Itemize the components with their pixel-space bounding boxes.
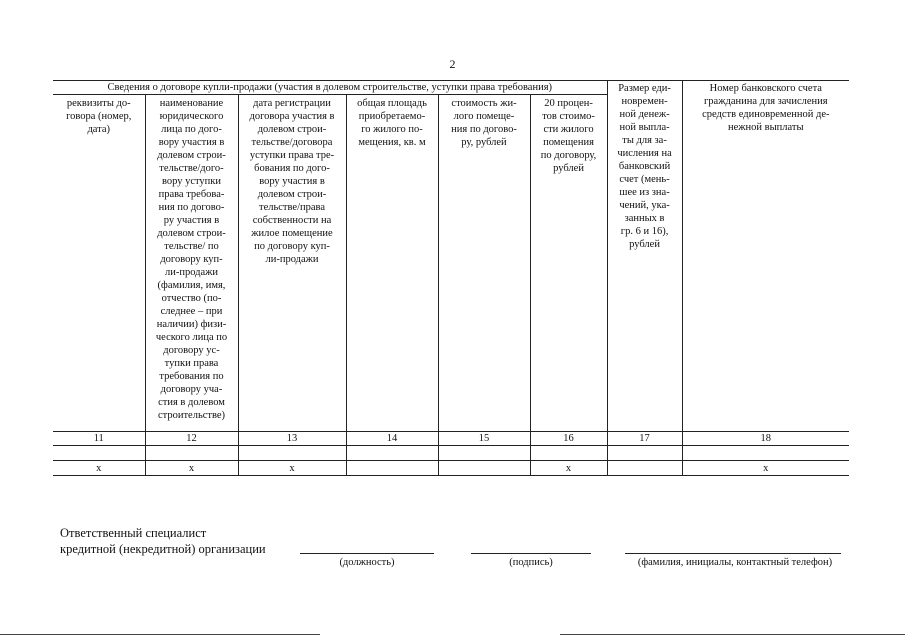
column-number: 11 bbox=[53, 432, 145, 446]
dwelling-cost-header: стоимость жи- лого помеще- ния по догово- ру, рублей bbox=[438, 95, 530, 432]
table-cell bbox=[238, 446, 346, 461]
table-cell bbox=[145, 446, 238, 461]
table-cell bbox=[438, 446, 530, 461]
column-number: 13 bbox=[238, 432, 346, 446]
position-line bbox=[300, 553, 434, 554]
table-cell: х bbox=[530, 461, 607, 476]
table-cell bbox=[530, 446, 607, 461]
column-numbers-row bbox=[53, 432, 849, 446]
table-cell: х bbox=[682, 461, 849, 476]
column-number: 18 bbox=[682, 432, 849, 446]
position-caption: (должность) bbox=[339, 557, 395, 568]
table-cell bbox=[346, 446, 438, 461]
table-cell bbox=[346, 461, 438, 476]
table-cell bbox=[682, 446, 849, 461]
lump-sum-header: Размер еди- новремен- ной денеж- ной выпла- ты для за- числения на банковский счет (мень- шее из зна- чений, ука- занных в гр. 6 и 16), рублей bbox=[607, 81, 682, 432]
table-cell bbox=[53, 446, 145, 461]
signature-line-1: Ответственный специалист bbox=[60, 526, 207, 540]
table-cell: х bbox=[238, 461, 346, 476]
table-row bbox=[53, 446, 849, 461]
table-cell bbox=[438, 461, 530, 476]
column-number: 17 bbox=[607, 432, 682, 446]
table-cell bbox=[607, 446, 682, 461]
table-cell bbox=[607, 461, 682, 476]
table-cell: х bbox=[53, 461, 145, 476]
column-number: 15 bbox=[438, 432, 530, 446]
table-row bbox=[53, 461, 849, 476]
legal-entity-name-header: наименование юридического лица по дого- вору участия в долевом строи- тельстве/дого- вору уступки права требова- ния по догово- ру участия в долевом строи- тельстве/ по договору куп- ли-продажи (фамилия, имя, отчество (по- следнее – при наличии) физи- ческого лица по договору ус- тупки права требования по договору уча- стия в долевом строительстве) bbox=[145, 95, 238, 432]
contract-group-header: Сведения о договоре купли-продажи (участия в долевом строительстве, уступки права требования) bbox=[53, 81, 607, 95]
registration-date-header: дата регистрации договора участия в долевом строи- тельстве/договора уступки права тре- бования по дого- вору участия в долевом строи- тельстве/права собственности на жилое помещение по договору куп- ли-продажи bbox=[238, 95, 346, 432]
bank-account-header: Номер банковского счета гражданина для зачисления средств единовременной де- нежной выплаты bbox=[682, 81, 849, 432]
table-cell: х bbox=[145, 461, 238, 476]
signature-line bbox=[471, 553, 591, 554]
bottom-rule-right bbox=[560, 634, 905, 635]
column-number: 14 bbox=[346, 432, 438, 446]
name-phone-caption: (фамилия, инициалы, контактный телефон) bbox=[637, 557, 833, 568]
signature-line-2: кредитной (некредитной) организации bbox=[60, 542, 266, 556]
bottom-rule-left bbox=[0, 634, 320, 635]
column-number: 16 bbox=[530, 432, 607, 446]
contract-info-table bbox=[53, 80, 849, 476]
total-area-header: общая площадь приобретаемо- го жилого по- мещения, кв. м bbox=[346, 95, 438, 432]
contract-details-header: реквизиты до- говора (номер, дата) bbox=[53, 95, 145, 432]
twenty-percent-cost-header: 20 процен- тов стоимо- сти жилого помещения по договору, рублей bbox=[530, 95, 607, 432]
column-number: 12 bbox=[145, 432, 238, 446]
name-phone-line bbox=[625, 553, 841, 554]
page-number: 2 bbox=[449, 57, 456, 71]
signature-caption: (подпись) bbox=[509, 557, 553, 568]
